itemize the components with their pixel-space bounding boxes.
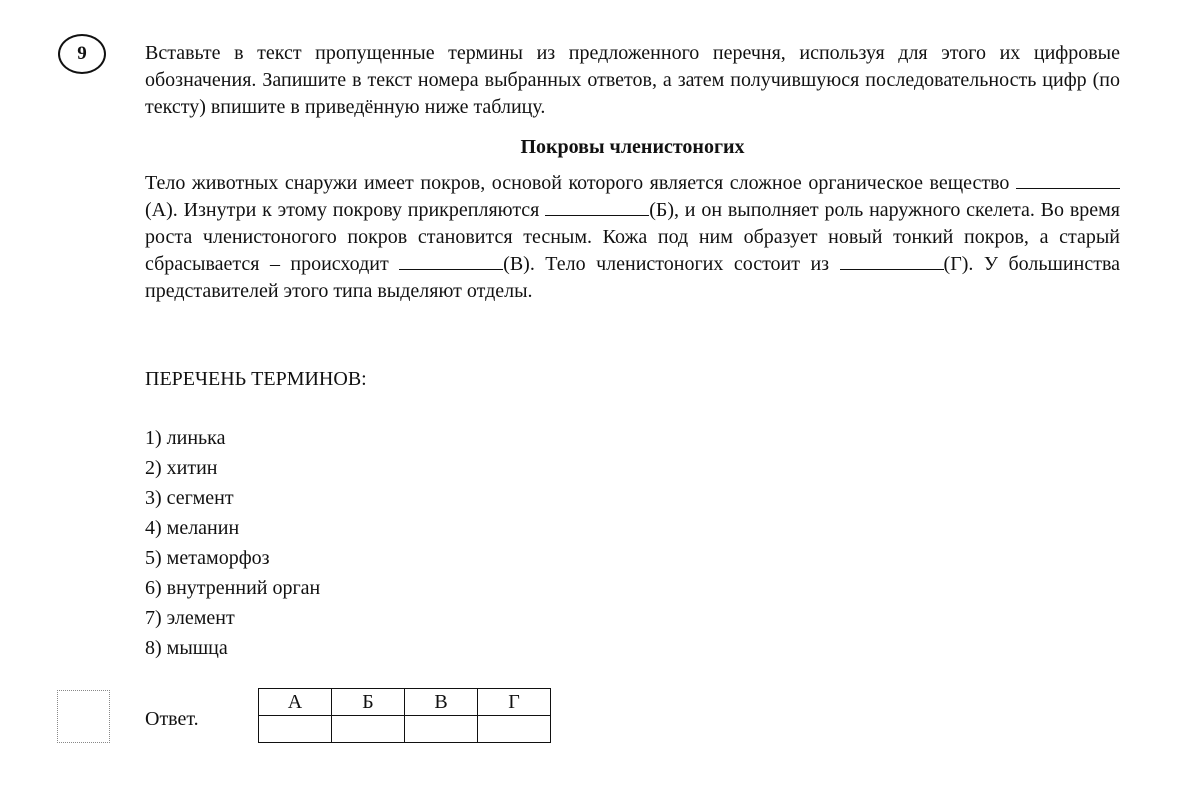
answer-cell-g[interactable] — [478, 716, 551, 743]
passage-segment: Тело животных снаружи имеет покров, основой которого является сложное органическое вещество — [145, 172, 1016, 194]
score-box[interactable] — [57, 690, 110, 743]
term-item: 4) меланин — [145, 517, 240, 539]
term-item: 3) сегмент — [145, 487, 234, 509]
blank-b[interactable] — [545, 197, 649, 216]
answer-label: Ответ. — [145, 708, 199, 730]
answer-cell-b[interactable] — [332, 716, 405, 743]
blank-marker-b: (Б), — [649, 199, 679, 221]
answer-cell-a[interactable] — [259, 716, 332, 743]
term-item: 7) элемент — [145, 607, 235, 629]
answer-header-row — [259, 689, 551, 716]
answer-column-header: Б — [332, 689, 405, 716]
question-number: 9 — [58, 34, 106, 74]
passage-segment: Тело членистоногих состоит из — [534, 253, 840, 275]
blank-marker-a: (А). — [145, 199, 178, 221]
task-instruction: Вставьте в текст пропущенные термины из предложенного перечня, используя для этого их цифровые обозначения. Запишите в текст номера выбранных ответов, а затем получившуюся последовательность цифр (по тексту) впишите в приведённую ниже таблицу. — [145, 42, 1120, 118]
answer-column-header: А — [259, 689, 332, 716]
blank-v[interactable] — [399, 251, 503, 270]
term-item: 8) мышца — [145, 637, 228, 659]
answer-column-header: Г — [478, 689, 551, 716]
term-item: 2) хитин — [145, 457, 218, 479]
answer-input-row — [259, 716, 551, 743]
passage-text — [145, 170, 1120, 305]
passage-segment: У большинства представителей этого типа выделяют отделы. — [145, 253, 1120, 302]
term-item: 1) линька — [145, 427, 226, 449]
answer-column-header: В — [405, 689, 478, 716]
passage-segment: Изнутри к этому покрову прикрепляются — [177, 199, 546, 221]
answer-table — [258, 688, 551, 743]
blank-marker-v: (В). — [503, 253, 535, 275]
terms-list — [145, 423, 320, 663]
term-item: 6) внутренний орган — [145, 577, 321, 599]
terms-header: ПЕРЕЧЕНЬ ТЕРМИНОВ: — [145, 368, 367, 390]
passage-title: Покровы членистоногих — [520, 136, 745, 158]
passage-segment: и он выполняет роль наружного скелета. Во время роста членистоногого покров становится тесным. Кожа под ним образует новый тонкий покров, а старый сбрасывается – происходит — [145, 199, 1120, 275]
blank-marker-g: (Г). — [943, 253, 974, 275]
term-item: 5) метаморфоз — [145, 547, 270, 569]
blank-g[interactable] — [840, 251, 944, 270]
answer-cell-v[interactable] — [405, 716, 478, 743]
blank-a[interactable] — [1016, 170, 1120, 189]
